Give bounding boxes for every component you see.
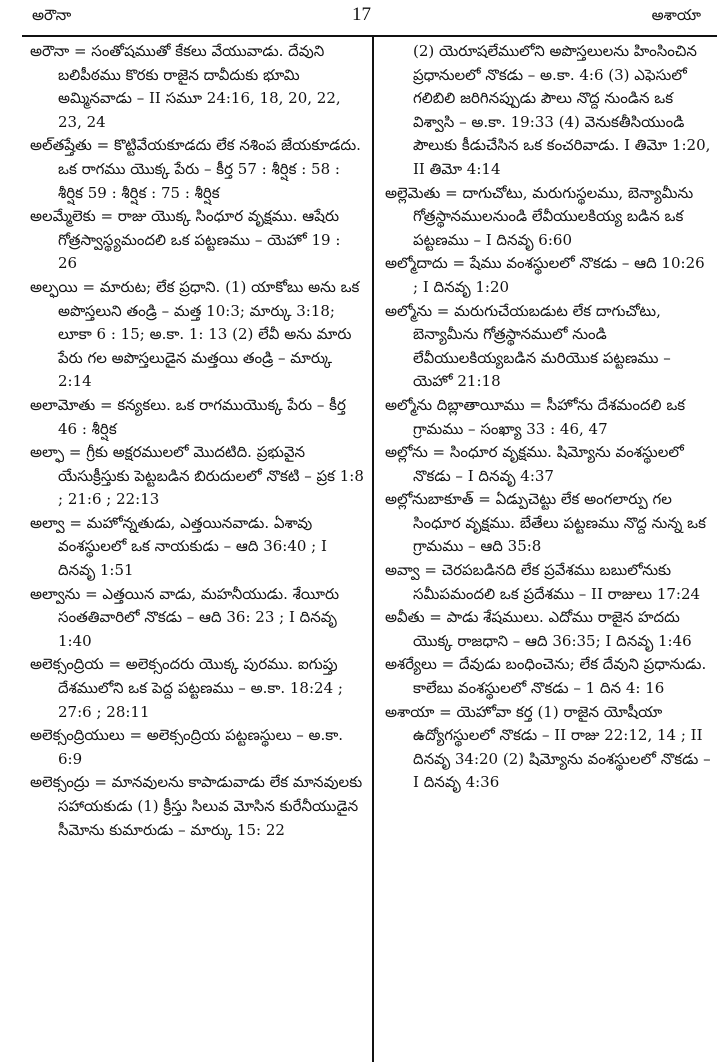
dictionary-entry: అల్ఫా = గ్రీకు అక్షరములలో మొదటిది. ప్రభువైన యేసుక్రీస్తుకు పెట్టబడిన బిరుదులలో నొకటి – ప్రక 1:8 ; 21:6 ; 22:13 — [30, 443, 364, 509]
dictionary-entry: అలెక్సంద్రు = మానవులను కాపాడువాడు లేక మానవులకు సహాయకుడు (1) క్రీస్తు సిలువ మోసిన కురేనీయుడైన సీమోను కుమారుడు – మార్కు 15: 22 — [30, 773, 363, 839]
dictionary-entry: అలామోతు = కన్యకలు. ఒక రాగముయొక్క పేరు – కీర్త 46 : శీర్షిక — [30, 395, 346, 438]
dictionary-entry: అలమ్మేలెకు = రాజు యొక్క సింధూర వృక్షము. ఆషేరు గోత్రస్వాస్థ్యమందలి ఒక పట్టణము – యెహో 19 : 26 — [30, 207, 341, 273]
dictionary-entry: అవీతు = పాడు శేషములు. ఎదోము రాజైన హదదు యొక్క రాజధాని – ఆది 36:35; I దినవృ 1:46 — [385, 608, 692, 650]
dictionary-entry: అల్లోనుబాకూత్ = ఏడ్పుచెట్టు లేక అంగలార్పు గల సింధూర వృక్షము. బేతేలు పట్టణము నొద్ద నున్న ఒక గ్రామము – ఆది 35:8 — [385, 490, 706, 556]
dictionary-entry: అశర్యేలు = దేవుడు బంధించెను; లేక దేవుని ప్రధానుడు. కాలేబు వంశస్థులలో నొకడు – 1 దిన 4: 16 — [385, 655, 707, 698]
dictionary-entry: (2) యెరూషలేములోని అపొస్తలులను హింసించిన ప్రధానులలో నొకడు – అ.కా. 4:6 (3) ఎఫెసులో గలిబిలి జరిగినప్పుడు పౌలు నొద్ద నుండిన ఒక విశ్వాసి – అ.కా. 19:33 (4) వెనుకతీసియుండి పౌలుకు కీడుచేసిన ఒక కంచరివాడు. I తిమో 1:20, II తిమో 4:14 — [413, 42, 711, 178]
column-divider — [372, 36, 374, 1062]
dictionary-entry: అరౌనా = సంతోషముతో కేకలు వేయువాడు. దేవుని బలిపీఠము కొరకు రాజైన దావీదుకు భూమి అమ్మినవాడు – II సమూ 24:16, 18, 20, 22, 23, 24 — [30, 42, 341, 131]
header-left-guide-word: అరౌనా — [32, 6, 72, 24]
dictionary-entry: అల్వాను = ఎత్తయిన వాడు, మహనీయుడు. శేయీరు సంతతివారిలో నొకడు – ఆది 36: 23 ; I దినవృ 1:40 — [30, 584, 340, 650]
header-right-guide-word: అశాయా — [651, 6, 701, 24]
dictionary-entry: అల్లెమెతు = దాగుచోటు, మరుగుస్థలము, బెన్యామీను గోత్రస్థానములనుండి లేవీయులకియ్య బడిన ఒక పట్టణము – I దినవృ 6:60 — [385, 183, 694, 249]
dictionary-entry: అలెక్సంద్రియ = అలెక్సందరు యొక్క పురము. ఐగుప్తు దేశములోని ఒక పెద్ద పట్టణము – అ.కా. 18:24 ; 27:6 ; 28:11 — [30, 655, 343, 721]
right-column — [385, 40, 713, 795]
dictionary-entry: అల్మోను దిబ్లాతాయీము = సీహోను దేశమందలి ఒక గ్రామము – సంఖ్యా 33 : 46, 47 — [385, 395, 686, 438]
dictionary-entry: అల్వా = మహోన్నతుడు, ఎత్తయినవాడు. ఏశావు వంశస్థులలో ఒక నాయకుడు – ఆది 36:40 ; I దినవృ 1:51 — [30, 513, 327, 580]
dictionary-entry: అవ్వా = చెరపబడినది లేక ప్రవేశము బబులోనుకు సమీపమందలి ఒక ప్రదేశము – II రాజులు 17:24 — [385, 561, 701, 603]
dictionary-entry: అల్లోను = సింధూర వృక్షము. షిమ్యోను వంశస్థులలో నొకడు – I దినవృ 4:37 — [385, 443, 684, 485]
dictionary-entry: అల్ఫయి = మారుట; లేక ప్రధాని. (1) యాకోబు అను ఒక అపొస్తలుని తండ్రి – మత్త 10:3; మార్కు 3:18; లూకా 6 : 15; అ.కా. 1: 13 (2) లేవీ అను మారు పేరు గల అపొస్తలుడైన మత్తయి తండ్రి – మార్కు 2:14 — [30, 277, 360, 391]
header-rule — [22, 35, 717, 37]
dictionary-entry: అల్‌తష్తేతు = కొట్టివేయకూడదు లేక నశింప జేయకూడదు. ఒక రాగము యొక్క పేరు – కీర్త 57 : శీర్షిక : 58 : శీర్షిక 59 : శీర్షిక : 75 : శీర్షిక — [30, 136, 361, 202]
dictionary-entry: అల్మోను = మరుగుచేయబడుట లేక దాగుచోటు, బెన్యామీను గోత్రస్థానములో నుండి లేవీయులకియ్యబడిన మరియొక పట్టణము – యెహో 21:18 — [385, 301, 671, 391]
page-number: 17 — [352, 4, 371, 25]
left-column — [30, 40, 364, 842]
page-header — [0, 0, 723, 36]
dictionary-entry: అశాయా = యెహోవా కర్త (1) రాజైన యోషీయా ఉద్యోగస్థులలో నొకడు – II రాజు 22:12, 14 ; II దినవృ 34:20 (2) షిమ్యోను వంశస్థులలో నొకడు – I దినవృ 4:36 — [385, 702, 711, 792]
dictionary-entry: అల్మోదాదు = షేము వంశస్థులలో నొకడు – ఆది 10:26 ; I దినవృ 1:20 — [385, 254, 705, 296]
dictionary-entry: అలెక్సంద్రియులు = అలెక్సంద్రియ పట్టణస్థులు – అ.కా. 6:9 — [30, 726, 344, 768]
